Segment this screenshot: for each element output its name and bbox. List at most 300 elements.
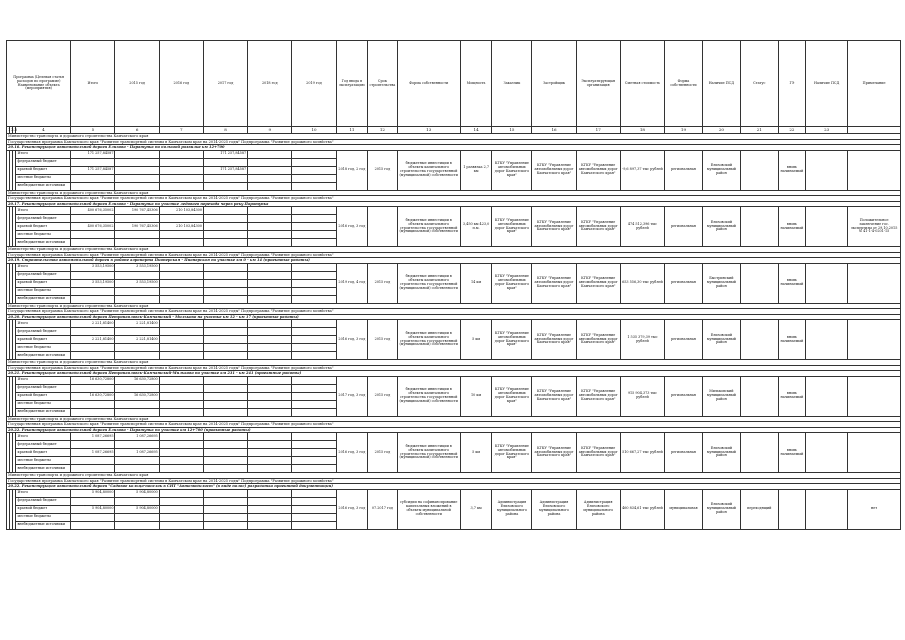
- amount-cell: [292, 295, 336, 303]
- construction-term: 2015 год: [368, 376, 397, 416]
- amount-cell: [159, 239, 203, 247]
- amount-cell: [203, 215, 247, 223]
- amount-cell: [203, 449, 247, 457]
- program-band: Государственная программа Камчатского края "Развитие транспортной системы в Камчатском крае на 2014-2025 годы" Подпрограмма "Развитие дорожного хозяйства": [7, 309, 901, 315]
- amount-cell: [115, 441, 159, 449]
- amount-cell: [292, 449, 336, 457]
- funding-source-label: внебюджетные источники: [16, 295, 71, 303]
- column-number: 23: [806, 127, 848, 134]
- amount-cell: [248, 344, 292, 352]
- capacity: 3,7 км: [460, 489, 492, 529]
- amount-cell: [203, 207, 247, 215]
- amount-cell: [159, 392, 203, 400]
- amount-cell: 3 553,19500: [115, 279, 159, 287]
- amount-cell: [292, 215, 336, 223]
- capacity: 5 км: [460, 320, 492, 360]
- ownership-form: бюджетные инвестиции в объекты капитального строительства государственной (муниципальной) собственности: [397, 150, 460, 190]
- amount-cell: [159, 215, 203, 223]
- ownership-form: бюджетные инвестиции в объекты капитального строительства государственной (муниципальной) собственности: [397, 433, 460, 473]
- spacer-cell: [806, 320, 848, 360]
- district: Елизовский муниципальный район: [702, 433, 740, 473]
- column-number: 8: [203, 127, 247, 134]
- construction-term: [368, 207, 397, 247]
- operator: КГКУ "Управление автомобильных дорог Камчатского края": [576, 433, 620, 473]
- finance-row: [7, 489, 901, 497]
- builder: КГКУ "Управление автомобильных дорог Камчатского края": [532, 433, 576, 473]
- amount-cell: [159, 295, 203, 303]
- amount-cell: [115, 166, 159, 174]
- amount-cell: [115, 352, 159, 360]
- amount-cell: [248, 287, 292, 295]
- status: вновь начинаемый: [778, 320, 805, 360]
- amount-cell: [292, 223, 336, 231]
- commission-year: 2016 год, 3 год: [336, 489, 368, 529]
- amount-cell: [71, 400, 115, 408]
- amount-cell: [292, 513, 336, 521]
- note: [848, 320, 901, 360]
- estimated-cost: [620, 263, 664, 303]
- funding-source-label: краевой бюджет: [16, 449, 71, 457]
- ministry-band: Министерство транспорта и дорожного строительства Камчатского края: [7, 473, 901, 479]
- ownership-level: региональная: [665, 320, 703, 360]
- finance-row: [7, 320, 901, 328]
- program-band: Государственная программа Камчатского края "Развитие транспортной системы в Камчатском крае на 2014-2025 годы" Подпрограмма "Развитие дорожного хозяйства": [7, 196, 901, 202]
- amount-cell: [159, 174, 203, 182]
- amount-cell: [292, 400, 336, 408]
- construction-term: 2015 год: [368, 320, 397, 360]
- amount-cell: [115, 513, 159, 521]
- amount-cell: [71, 408, 115, 416]
- header-cell-builder: Застройщик: [532, 41, 576, 127]
- amount-cell: [292, 384, 336, 392]
- ownership-level: региональная: [665, 150, 703, 190]
- note: Положительное заключение гос. экспертизы от 29.10.2015 № 41-1-4-0201-15: [848, 207, 901, 247]
- object-band: 20.22. Реконструкция автомобильной дороги "Садовое кольцо-поселок в СНТ "Автомобилист" (в виде полос) разработка проектной документации): [7, 484, 901, 490]
- amount-cell: [292, 158, 336, 166]
- amount-cell: [292, 182, 336, 190]
- estimated-cost-value: 460 834,61: [622, 506, 642, 511]
- amount-cell: [292, 263, 336, 271]
- amount-cell: [292, 465, 336, 473]
- header-cell-total: Итого: [71, 41, 115, 127]
- amount-cell: [248, 441, 292, 449]
- construction-term: 2015 год: [368, 433, 397, 473]
- amount-cell: [159, 271, 203, 279]
- header-cell-psd: Наличие ПСД: [702, 41, 740, 127]
- amount-cell: 5 904,80000: [71, 489, 115, 497]
- header-cell-status: Статус: [740, 41, 778, 127]
- amount-cell: [248, 449, 292, 457]
- estimated-cost-unit: тыс рублей: [642, 167, 663, 172]
- note: [848, 376, 901, 416]
- ownership-level: муниципальная: [665, 489, 703, 529]
- amount-cell: [248, 279, 292, 287]
- status: вновь начинаемый: [778, 433, 805, 473]
- note: [848, 150, 901, 190]
- status: вновь начинаемый: [778, 376, 805, 416]
- amount-cell: [159, 384, 203, 392]
- builder: КГКУ "Управление автомобильных дорог Камчатского края": [532, 150, 576, 190]
- note: [848, 433, 901, 473]
- amount-cell: 1 087,26695: [115, 433, 159, 441]
- amount-cell: 210 103,84300: [159, 223, 203, 231]
- operator: КГКУ "Управление автомобильных дорог Камчатского края": [576, 150, 620, 190]
- amount-cell: [248, 150, 292, 158]
- amount-cell: [71, 182, 115, 190]
- amount-cell: [248, 408, 292, 416]
- estimated-cost-value: 1 535 379,39: [627, 334, 650, 339]
- capacity: 10 км: [460, 376, 492, 416]
- amount-cell: [159, 182, 203, 190]
- amount-cell: [115, 465, 159, 473]
- extra-status: [740, 376, 778, 416]
- amount-cell: 171 257,84587: [203, 150, 247, 158]
- amount-cell: [292, 441, 336, 449]
- commission-year: 2016 год, 3 год: [336, 433, 368, 473]
- estimated-cost-value: -9,6 897,37: [622, 167, 642, 172]
- amount-cell: [248, 489, 292, 497]
- estimated-cost-value: 915 904,373: [627, 391, 650, 396]
- amount-cell: [203, 384, 247, 392]
- extra-status: [740, 320, 778, 360]
- note: нет: [848, 489, 901, 529]
- amount-cell: [292, 408, 336, 416]
- customer: КГКУ "Управление автомобильных дорог Камчатского края": [492, 150, 532, 190]
- estimated-cost-unit: тыс рублей: [642, 280, 663, 285]
- finance-row: [7, 376, 901, 384]
- funding-source-label: Итого: [16, 263, 71, 271]
- amount-cell: [159, 441, 203, 449]
- funding-source-label: краевой бюджет: [16, 279, 71, 287]
- amount-cell: [159, 465, 203, 473]
- header-cell-2018: 2018 год: [248, 41, 292, 127]
- amount-cell: [203, 158, 247, 166]
- column-number: 21: [740, 127, 778, 134]
- ministry-band: Министерство транспорта и дорожного строительства Камчатского края: [7, 247, 901, 253]
- program-band: Государственная программа Камчатского края "Развитие транспортной системы в Камчатском крае на 2014-2025 годы" Подпрограмма "Развитие дорожного хозяйства": [7, 365, 901, 371]
- amount-cell: [292, 521, 336, 529]
- amount-cell: 400 676,35002: [71, 207, 115, 215]
- amount-cell: 3 553,19500: [71, 263, 115, 271]
- amount-cell: [115, 182, 159, 190]
- amount-cell: [71, 271, 115, 279]
- amount-cell: [115, 497, 159, 505]
- spacer-cell: [806, 263, 848, 303]
- operator: КГКУ "Управление автомобильных дорог Камчатского края": [576, 320, 620, 360]
- customer: КГКУ "Управление автомобильных дорог Камчатского края": [492, 320, 532, 360]
- operator: КГКУ "Управление автомобильных дорог Камчатского края": [576, 376, 620, 416]
- funding-source-label: Итого: [16, 320, 71, 328]
- funding-source-label: краевой бюджет: [16, 223, 71, 231]
- status: вновь начинаемый: [778, 207, 805, 247]
- amount-cell: [159, 521, 203, 529]
- estimated-cost: [620, 433, 664, 473]
- ownership-level: региональная: [665, 207, 703, 247]
- funding-source-label: Итого: [16, 207, 71, 215]
- amount-cell: [71, 384, 115, 392]
- finance-row: [7, 263, 901, 271]
- header-cell-ownership: Форма собственности: [397, 41, 460, 127]
- amount-cell: [71, 215, 115, 223]
- customer: Администрация Елизовского муниципального района: [492, 489, 532, 529]
- column-number: 14: [460, 127, 492, 134]
- amount-cell: [292, 344, 336, 352]
- amount-cell: [248, 239, 292, 247]
- program-band: Государственная программа Камчатского края "Развитие транспортной системы в Камчатском крае на 2014-2025 годы" Подпрограмма "Развитие дорожного хозяйства": [7, 478, 901, 484]
- amount-cell: [203, 441, 247, 449]
- estimated-cost-unit: тыс рублей: [636, 334, 658, 343]
- amount-cell: [248, 263, 292, 271]
- amount-cell: 5 904,80000: [71, 505, 115, 513]
- funding-source-label: федеральный бюджет: [16, 384, 71, 392]
- amount-cell: [292, 505, 336, 513]
- district: Елизовский муниципальный район: [702, 150, 740, 190]
- header-row: [7, 41, 901, 127]
- amount-cell: [248, 215, 292, 223]
- amount-cell: [159, 352, 203, 360]
- amount-cell: [159, 336, 203, 344]
- extra-status: [740, 263, 778, 303]
- amount-cell: [248, 521, 292, 529]
- amount-cell: [203, 513, 247, 521]
- amount-cell: 3 553,19500: [71, 279, 115, 287]
- amount-cell: [159, 457, 203, 465]
- amount-cell: [203, 263, 247, 271]
- status: вновь начинаемый: [778, 150, 805, 190]
- amount-cell: [203, 320, 247, 328]
- column-number: 12: [368, 127, 397, 134]
- builder: КГКУ "Управление автомобильных дорог Камчатского края": [532, 320, 576, 360]
- amount-cell: [248, 400, 292, 408]
- column-number-row: [7, 127, 901, 134]
- column-number: 20: [702, 127, 740, 134]
- amount-cell: [71, 295, 115, 303]
- amount-cell: [292, 497, 336, 505]
- capacity: 5 км: [460, 433, 492, 473]
- funding-source-label: Итого: [16, 489, 71, 497]
- program-band: Государственная программа Камчатского края "Развитие транспортной системы в Камчатском крае на 2014-2025 годы" Подпрограмма "Развитие дорожного хозяйства": [7, 139, 901, 145]
- amount-cell: [248, 182, 292, 190]
- amount-cell: [248, 497, 292, 505]
- funding-source-label: Итого: [16, 150, 71, 158]
- amount-cell: 1 087,26695: [115, 449, 159, 457]
- amount-cell: [115, 521, 159, 529]
- amount-cell: [71, 344, 115, 352]
- ministry-band: Министерство транспорта и дорожного строительства Камчатского края: [7, 416, 901, 422]
- column-number: 7: [159, 127, 203, 134]
- amount-cell: 2 221,81400: [115, 320, 159, 328]
- header-cell-commission-year: Год ввода в эксплуатацию: [336, 41, 368, 127]
- amount-cell: [71, 441, 115, 449]
- spacer-cell: [806, 489, 848, 529]
- builder: Администрация Елизовского муниципального района: [532, 489, 576, 529]
- amount-cell: [203, 336, 247, 344]
- amount-cell: [159, 513, 203, 521]
- funding-source-label: краевой бюджет: [16, 166, 71, 174]
- amount-cell: [203, 521, 247, 529]
- amount-cell: [159, 449, 203, 457]
- funding-source-label: местные бюджеты: [16, 174, 71, 182]
- construction-term: 2015 год: [368, 150, 397, 190]
- commission-year: 2016 год, 3 год: [336, 320, 368, 360]
- builder: КГКУ "Управление автомобильных дорог Камчатского края": [532, 376, 576, 416]
- amount-cell: [203, 497, 247, 505]
- ownership-level: региональная: [665, 433, 703, 473]
- estimated-cost: [620, 489, 664, 529]
- extra-status: [740, 150, 778, 190]
- operator: Администрация Елизовского муниципального района: [576, 489, 620, 529]
- amount-cell: [248, 166, 292, 174]
- funding-source-label: Итого: [16, 376, 71, 384]
- funding-source-label: местные бюджеты: [16, 457, 71, 465]
- amount-cell: [159, 433, 203, 441]
- funding-source-label: краевой бюджет: [16, 505, 71, 513]
- amount-cell: [159, 497, 203, 505]
- amount-cell: 190 767,45306: [115, 207, 159, 215]
- spacer-cell: [806, 376, 848, 416]
- amount-cell: [159, 344, 203, 352]
- amount-cell: [292, 174, 336, 182]
- amount-cell: [292, 328, 336, 336]
- amount-cell: [203, 433, 247, 441]
- amount-cell: [203, 376, 247, 384]
- amount-cell: [203, 182, 247, 190]
- estimated-cost: [620, 320, 664, 360]
- header-cell-estimate: Сметная стоимость: [620, 41, 664, 127]
- amount-cell: [71, 287, 115, 295]
- ownership-level: региональная: [665, 376, 703, 416]
- amount-cell: [292, 457, 336, 465]
- amount-cell: [292, 207, 336, 215]
- amount-cell: [248, 207, 292, 215]
- status: вновь начинаемый: [778, 263, 805, 303]
- amount-cell: [115, 328, 159, 336]
- amount-cell: [248, 231, 292, 239]
- amount-cell: [292, 352, 336, 360]
- funding-source-label: федеральный бюджет: [16, 497, 71, 505]
- amount-cell: [159, 328, 203, 336]
- amount-cell: 5 904,80000: [115, 489, 159, 497]
- operator: КГКУ "Управление автомобильных дорог Камчатского края": [576, 207, 620, 247]
- funding-source-label: внебюджетные источники: [16, 465, 71, 473]
- column-number: 18: [620, 127, 664, 134]
- amount-cell: [115, 271, 159, 279]
- amount-cell: [248, 295, 292, 303]
- amount-cell: [115, 457, 159, 465]
- amount-cell: [248, 223, 292, 231]
- funding-source-label: местные бюджеты: [16, 400, 71, 408]
- amount-cell: [115, 384, 159, 392]
- funding-source-label: внебюджетные источники: [16, 408, 71, 416]
- amount-cell: 400 676,35002: [71, 223, 115, 231]
- amount-cell: [159, 279, 203, 287]
- amount-cell: [71, 231, 115, 239]
- estimated-cost: [620, 207, 664, 247]
- estimated-cost-value: 474 512,396: [627, 221, 650, 226]
- object-band: 20.20. Реконструкция автомобильной дороги Петропавловск-Камчатский - Мильково на участке км 12 - км 17 (проектные работы): [7, 314, 901, 320]
- operator: КГКУ "Управление автомобильных дорог Камчатского края": [576, 263, 620, 303]
- estimated-cost-unit: тыс рублей: [642, 506, 663, 511]
- funding-source-label: внебюджетные источники: [16, 521, 71, 529]
- customer: КГКУ "Управление автомобильных дорог Камчатского края": [492, 433, 532, 473]
- amount-cell: 190 767,45306: [115, 223, 159, 231]
- amount-cell: [203, 287, 247, 295]
- amount-cell: [203, 392, 247, 400]
- amount-cell: 5 904,80000: [115, 505, 159, 513]
- amount-cell: [248, 513, 292, 521]
- header-cell-2019: 2019 год: [292, 41, 336, 127]
- amount-cell: [248, 320, 292, 328]
- status: [778, 489, 805, 529]
- amount-cell: [115, 158, 159, 166]
- amount-cell: [159, 376, 203, 384]
- amount-cell: [115, 400, 159, 408]
- funding-source-label: местные бюджеты: [16, 344, 71, 352]
- funding-source-label: федеральный бюджет: [16, 158, 71, 166]
- column-number: 9: [248, 127, 292, 134]
- amount-cell: [159, 505, 203, 513]
- header-cell-2015: 2015 год: [115, 41, 159, 127]
- ministry-band: Министерство транспорта и дорожного строительства Камчатского края: [7, 360, 901, 366]
- amount-cell: [115, 215, 159, 223]
- amount-cell: [159, 400, 203, 408]
- amount-cell: [159, 408, 203, 416]
- ownership-form: бюджетные инвестиции в объекты капитального строительства государственной (муниципальной) собственности: [397, 207, 460, 247]
- amount-cell: 2 221,81400: [71, 320, 115, 328]
- amount-cell: [159, 158, 203, 166]
- amount-cell: [71, 497, 115, 505]
- amount-cell: [159, 166, 203, 174]
- column-number: 3: [14, 126, 17, 132]
- amount-cell: [115, 344, 159, 352]
- commission-year: 2018 год, 2 год: [336, 150, 368, 190]
- note: [848, 263, 901, 303]
- commission-year: 2017 год, 3 год: [336, 376, 368, 416]
- object-band: 20.22. Реконструкция автомобильной дороги Елизово - Паратунка на участке км 12+700 (проектные работы): [7, 427, 901, 433]
- program-band: Государственная программа Камчатского края "Развитие транспортной системы в Камчатском крае на 2014-2025 годы" Подпрограмма "Развитие дорожного хозяйства": [7, 252, 901, 258]
- amount-cell: [71, 158, 115, 166]
- extra-status: переходящий: [740, 489, 778, 529]
- header-cell-2016: 2016 год: [159, 41, 203, 127]
- amount-cell: [203, 231, 247, 239]
- amount-cell: [292, 376, 336, 384]
- amount-cell: [159, 287, 203, 295]
- amount-cell: [115, 295, 159, 303]
- amount-cell: [248, 505, 292, 513]
- header-cell-operator: Эксплуатирующая организация: [576, 41, 620, 127]
- capacity: 1 развязка 2,7 км: [460, 150, 492, 190]
- amount-cell: 16 630,72800: [71, 392, 115, 400]
- column-number: 19: [665, 127, 703, 134]
- estimated-cost: [620, 376, 664, 416]
- district: Мильковский муниципальный район: [702, 376, 740, 416]
- finance-row: [7, 433, 901, 441]
- amount-cell: 171 257,84587: [71, 150, 115, 158]
- amount-cell: [292, 150, 336, 158]
- amount-cell: [159, 263, 203, 271]
- amount-cell: [203, 279, 247, 287]
- amount-cell: [248, 433, 292, 441]
- amount-cell: [203, 408, 247, 416]
- header-cell-2017: 2017 год: [203, 41, 247, 127]
- ownership-form: бюджетные инвестиции в объекты капитального строительства государственной (муниципальной) собственности: [397, 263, 460, 303]
- estimated-cost-value: 653 556,30: [622, 280, 642, 285]
- ownership-form: бюджетные инвестиции в объекты капитального строительства государственной (муниципальной) собственности: [397, 376, 460, 416]
- ministry-band: Министерство транспорта и дорожного строительства Камчатского края: [7, 190, 901, 196]
- object-band: 20.19. Строительство автомобильной дороги в районе аэропорта Пионерская - Пионерская на участке км 0 - км 14 (проектные работы): [7, 258, 901, 264]
- amount-cell: [248, 158, 292, 166]
- builder: КГКУ "Управление автомобильных дорог Камчатского края": [532, 263, 576, 303]
